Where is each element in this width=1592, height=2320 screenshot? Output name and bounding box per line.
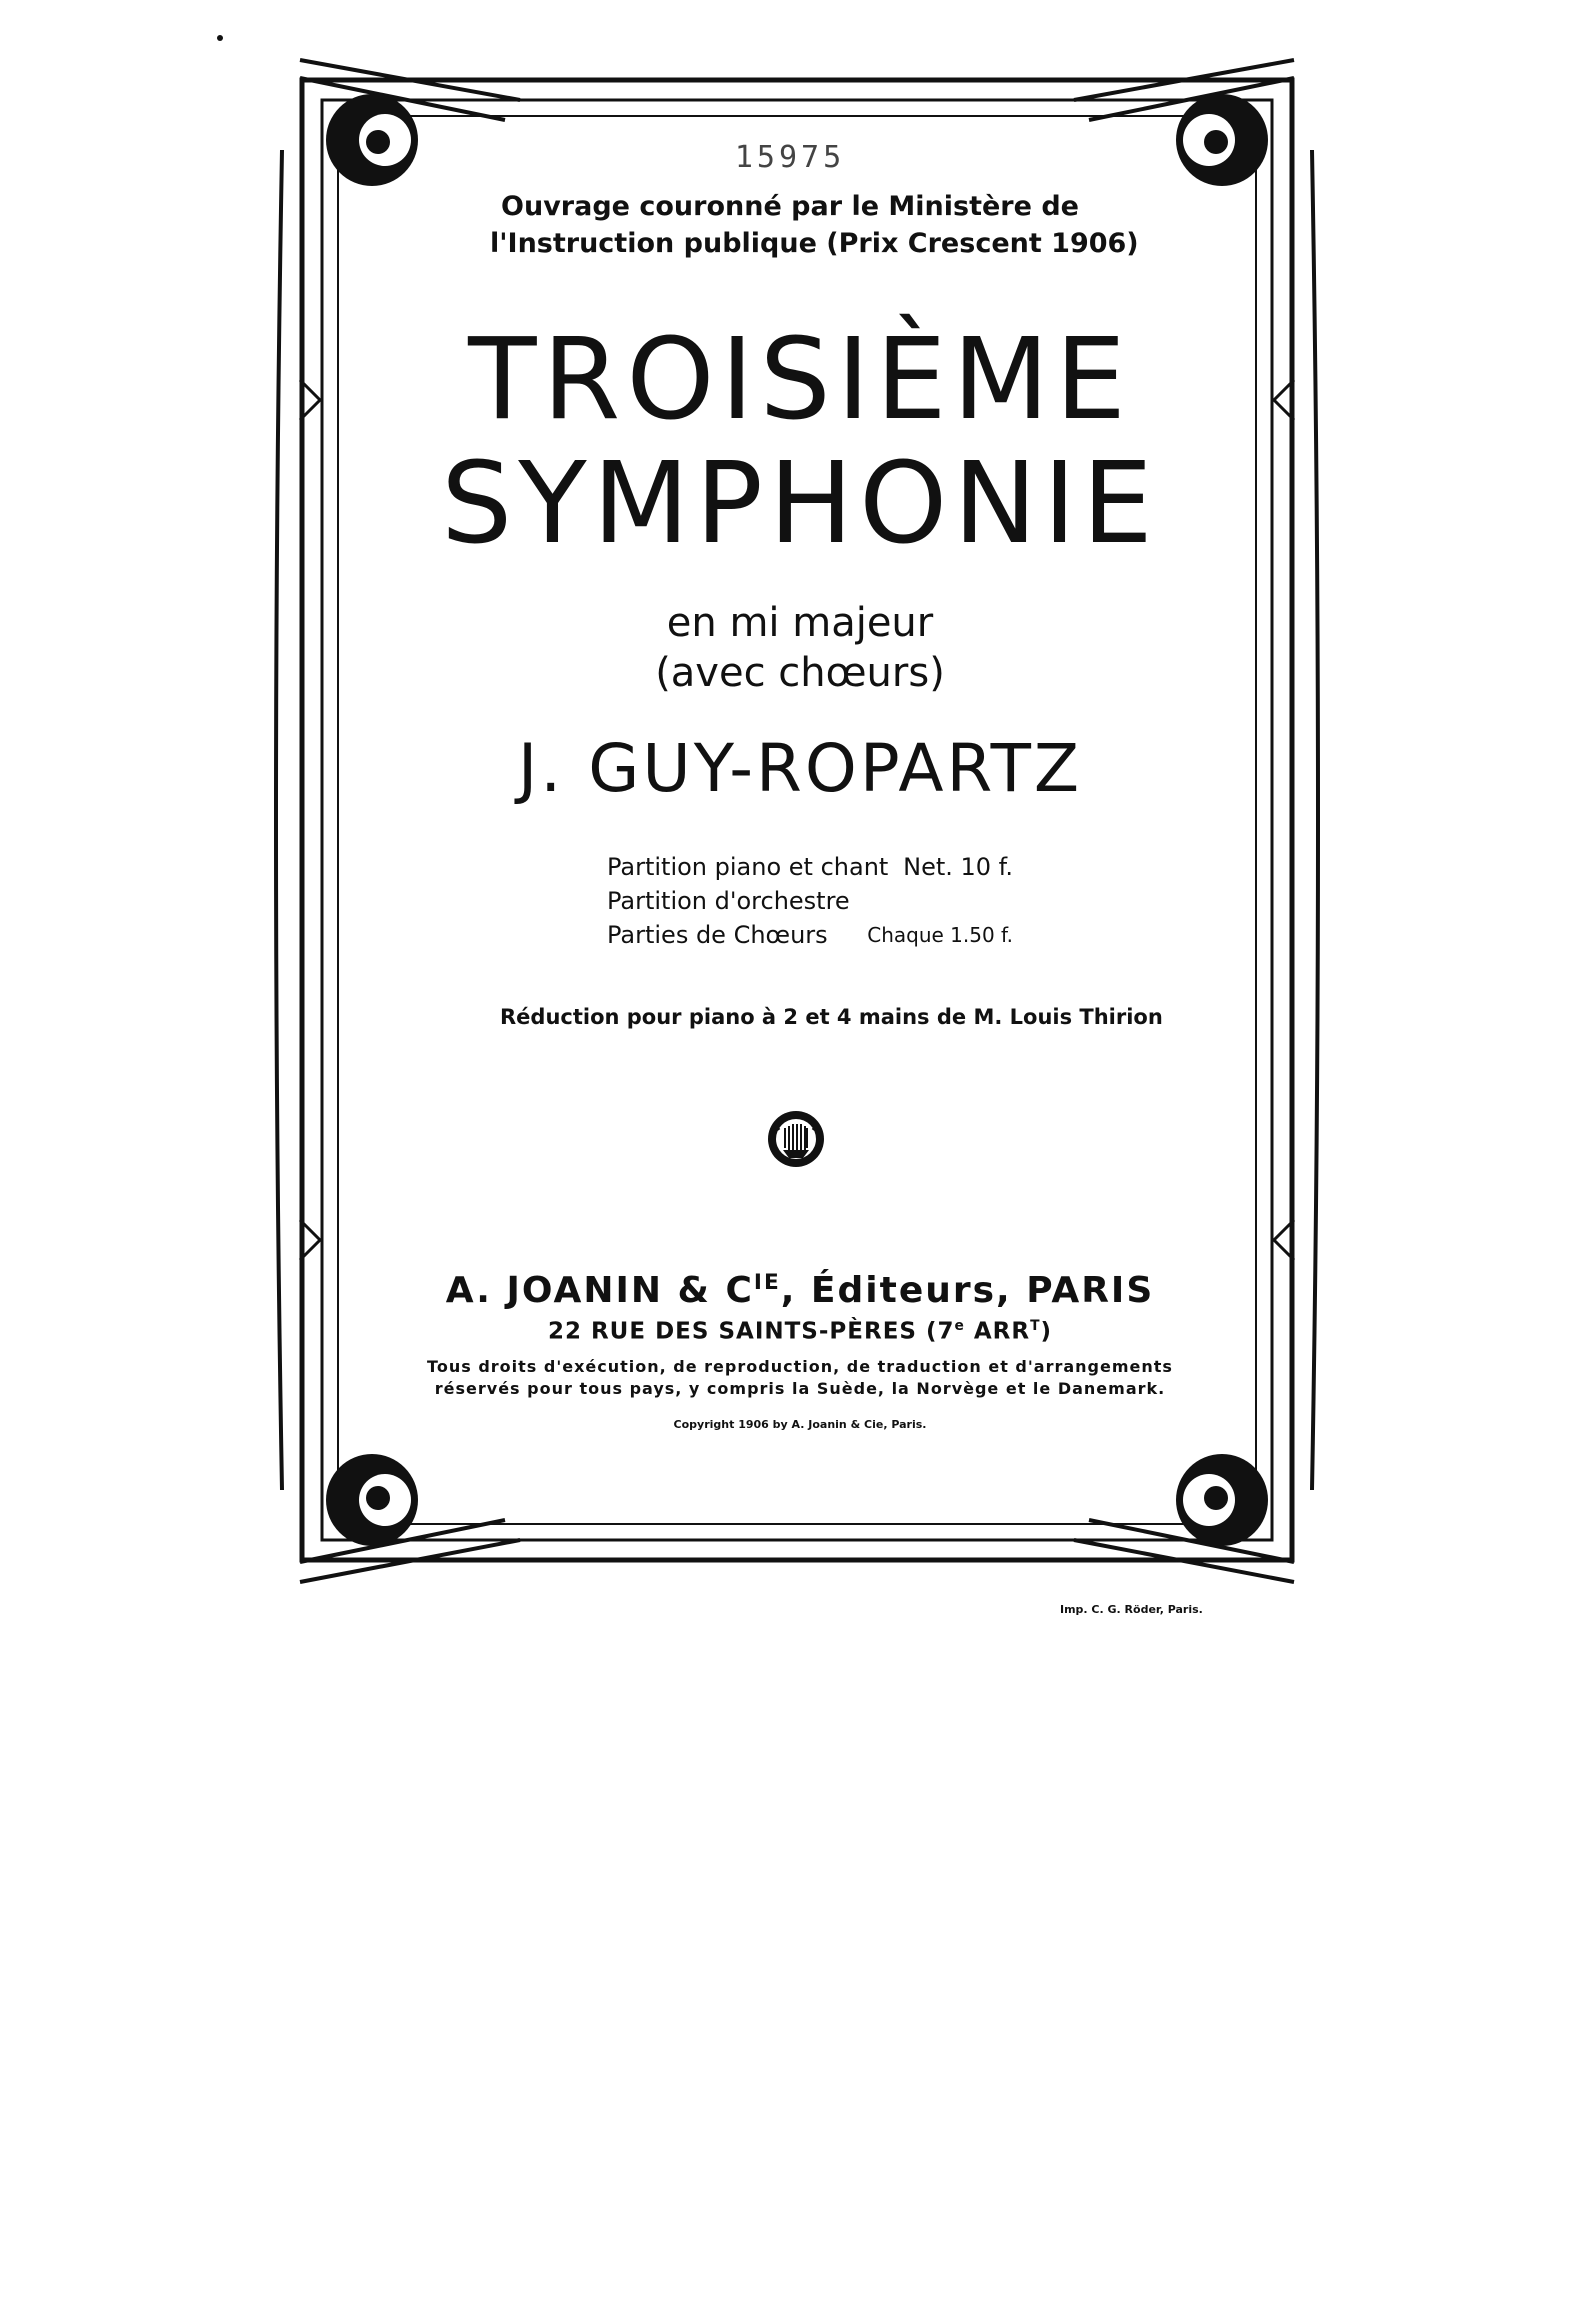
work-title (440, 315, 1160, 569)
edition-row (607, 850, 1027, 884)
work-subtitle (540, 598, 1060, 698)
address-start: 22 RUE DES SAINTS-PÈRES (7 (547, 1318, 955, 1345)
piano-reduction-note: Réduction pour piano à 2 et 4 mains de M. Louis Thirion (500, 1005, 1163, 1029)
rights-line1: Tous droits d'exécution, de reproduction, de traduction et d'arrangements (427, 1357, 1173, 1376)
edition-row (607, 918, 1027, 952)
catalog-stamp-number: 15975 (734, 140, 846, 175)
edition-price: Net. 10 f. (903, 853, 1013, 881)
composer-name: J. GUY-ROPARTZ (517, 730, 1083, 807)
address-sup2: T (1030, 1318, 1041, 1334)
copyright-line: Copyright 1906 by A. Joanin & Cie, Paris. (673, 1418, 927, 1431)
award-notice-line2: l'Instruction publique (Prix Crescent 1906) (490, 228, 1139, 259)
publisher-name-sup: IE (753, 1270, 781, 1295)
publisher-address (540, 1318, 1060, 1345)
publisher-name (440, 1270, 1160, 1311)
subtitle-chorus: (avec chœurs) (655, 650, 945, 696)
edition-label: Partition piano et chant (607, 853, 889, 881)
rights-notice (420, 1356, 1180, 1400)
corner-ornament-bottom-right (1176, 1454, 1268, 1546)
corner-ornament-top-left (326, 94, 418, 186)
award-notice (490, 188, 1139, 262)
publisher-name-end: , Éditeurs, PARIS (780, 1270, 1155, 1311)
printer-credit: Imp. C. G. Röder, Paris. (1060, 1603, 1203, 1616)
edition-price: Chaque 1.50 f. (867, 923, 1013, 947)
title-line1: TROISIÈME (468, 315, 1132, 445)
corner-ornament-top-right (1176, 94, 1268, 186)
edition-label: Partition d'orchestre (607, 887, 850, 915)
edition-label: Parties de Chœurs (607, 921, 828, 949)
address-sup: e (954, 1318, 965, 1334)
subtitle-key: en mi majeur (666, 600, 934, 646)
address-end: ) (1040, 1318, 1053, 1345)
title-line2: SYMPHONIE (441, 439, 1159, 569)
corner-ornament-bottom-left (326, 1454, 418, 1546)
editions-list (607, 850, 1027, 952)
award-notice-line1: Ouvrage couronné par le Ministère de (501, 191, 1079, 222)
lyre-publisher-logo-icon (765, 1108, 827, 1170)
address-mid: ARR (964, 1318, 1031, 1345)
publisher-name-start: A. JOANIN & C (445, 1270, 754, 1311)
rights-line2: réservés pour tous pays, y compris la Suède, la Norvège et le Danemark. (434, 1379, 1166, 1398)
edition-row (607, 884, 1027, 918)
